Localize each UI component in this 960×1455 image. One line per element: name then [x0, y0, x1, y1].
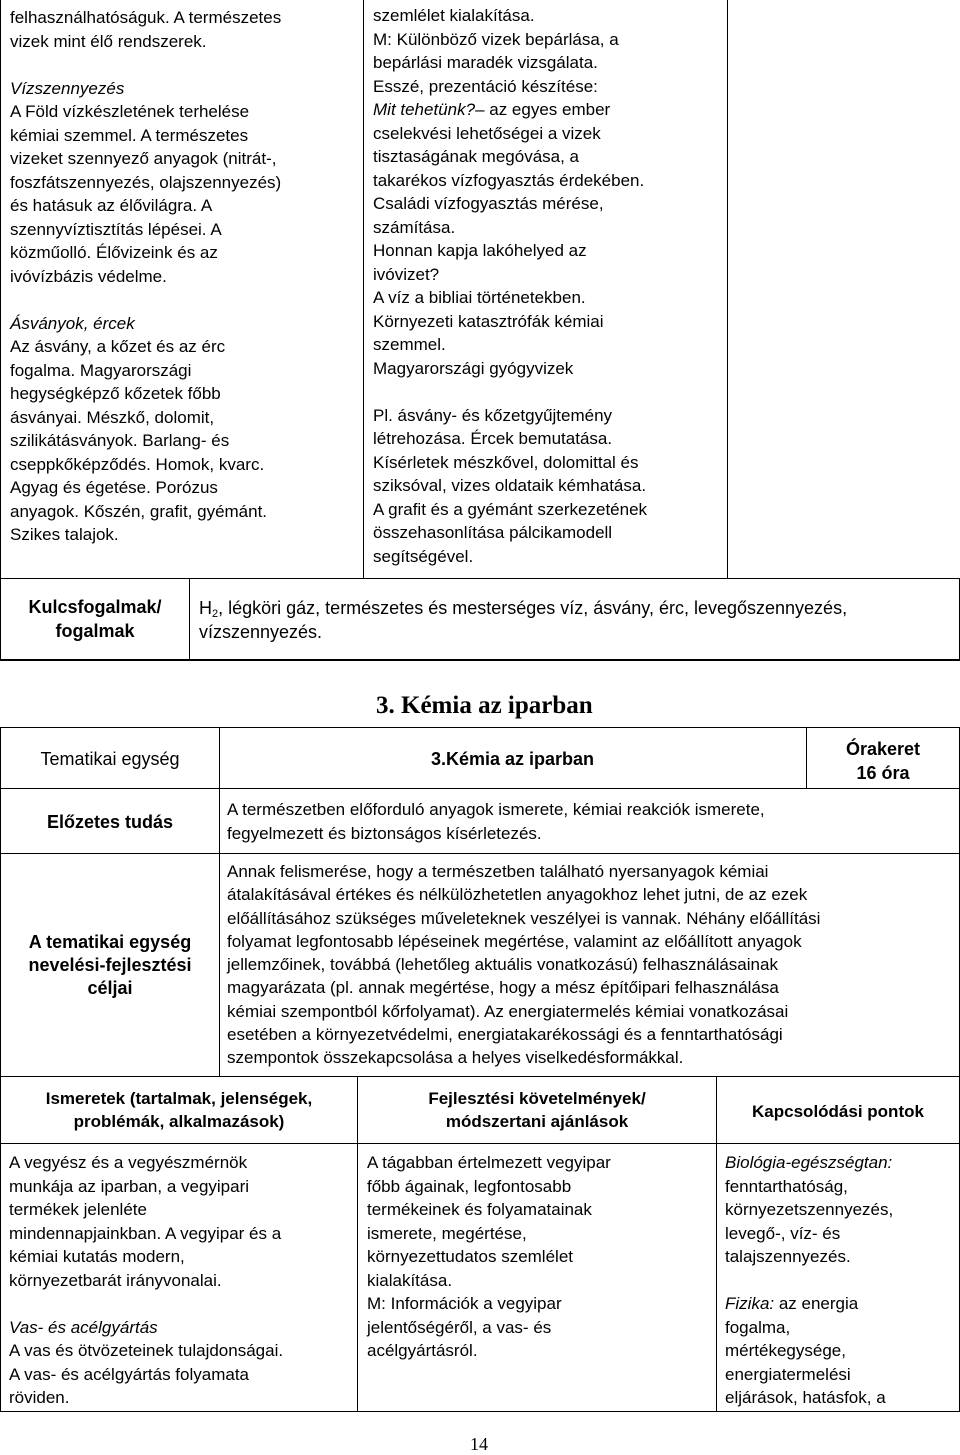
divider — [219, 728, 220, 1076]
kapcsolodasi-text — [725, 1151, 893, 1410]
ismeretek-text — [9, 1151, 283, 1410]
line: segítségével. — [373, 545, 727, 569]
line: A tágabban értelmezett vegyipar — [367, 1151, 611, 1175]
line: szempontok összekapcsolása a helyes viselkedésformákkal. — [227, 1046, 820, 1069]
line: ásványai. Mészkő, dolomit, — [10, 406, 363, 430]
line: röviden. — [9, 1386, 283, 1410]
fizika-text: az energia — [774, 1294, 858, 1313]
divider — [1, 853, 959, 854]
subheading-vizszennyezes: Vízszennyezés — [10, 77, 363, 101]
key-text-line — [199, 596, 847, 620]
line: talajszennyezés. — [725, 1245, 893, 1269]
line: A víz a bibliai történetekben. — [373, 286, 727, 310]
line: cseppkőképződés. Homok, kvarc. — [10, 453, 363, 477]
line: környezetszennyezés, — [725, 1198, 893, 1222]
essay-title: Mit tehetünk? — [373, 100, 475, 119]
divider — [189, 579, 190, 659]
line: A vegyész és a vegyészmérnök — [9, 1151, 283, 1175]
line: fenntarthatóság, — [725, 1175, 893, 1199]
key-text: , légköri gáz, természetes és mesterséges víz, ásvány, érc, levegőszennyezés, — [218, 598, 847, 618]
line: takarékos vízfogyasztás érdekében. — [373, 169, 727, 193]
line: Honnan kapja lakóhelyed az — [373, 239, 727, 263]
line: céljai — [1, 977, 219, 1000]
line: számítása. — [373, 216, 727, 240]
line — [373, 98, 727, 122]
line: összehasonlítása pálcikamodell — [373, 521, 727, 545]
connections-cell — [728, 0, 960, 579]
line: környezetbarát irányvonalai. — [9, 1269, 283, 1293]
line: nevelési-fejlesztési — [1, 954, 219, 977]
fejlesztesi-header — [358, 1087, 716, 1133]
line: ivóvizet? — [373, 263, 727, 287]
line: fegyelmezett és biztonságos kísérletezés. — [227, 822, 765, 846]
line: munkája az iparban, a vegyipari — [9, 1175, 283, 1199]
line: M: Különböző vizek bepárlása, a — [373, 28, 727, 52]
line: Szikes talajok. — [10, 523, 363, 547]
key-concepts-text — [199, 596, 847, 644]
line: Annak felismerése, hogy a természetben található nyersanyagok kémiai — [227, 860, 820, 883]
orakeret-label: Órakeret — [807, 737, 959, 761]
key-label-line: Kulcsfogalmak/ — [1, 596, 189, 620]
line — [9, 1292, 283, 1316]
h-symbol: H — [199, 598, 212, 618]
line: ismerete, megértése, — [367, 1222, 611, 1246]
line: Kísérletek mészkővel, dolomittal és — [373, 451, 727, 475]
line: előállításához szükséges műveleteknek veszélyei is vannak. Néhány előállítási — [227, 907, 820, 930]
line — [10, 53, 363, 77]
line: hegységképző kőzetek főbb — [10, 382, 363, 406]
line: vizek mint élő rendszerek. — [10, 30, 363, 54]
line: termékeinek és folyamatainak — [367, 1198, 611, 1222]
line: Környezeti katasztrófák kémiai — [373, 310, 727, 334]
divider — [1, 1143, 959, 1144]
tematikai-label: Tematikai egység — [1, 748, 219, 772]
subscript: 2 — [212, 608, 218, 620]
subheading-asvanyok: Ásványok, ércek — [10, 312, 363, 336]
line: főbb ágainak, legfontosabb — [367, 1175, 611, 1199]
subject-biologia: Biológia-egészségtan: — [725, 1151, 893, 1175]
line: mértékegysége, — [725, 1339, 893, 1363]
line: Fejlesztési követelmények/ — [358, 1087, 716, 1110]
line: problémák, alkalmazások) — [1, 1110, 357, 1133]
line: felhasználhatóságuk. A természetes — [10, 6, 363, 30]
tematikai-value: 3.Kémia az iparban — [219, 748, 806, 772]
line: szemlélet kialakítása. — [373, 4, 727, 28]
orakeret — [807, 737, 959, 785]
page-number: 14 — [470, 1434, 488, 1455]
line: környezettudatos szemlélet — [367, 1245, 611, 1269]
line: Esszé, prezentáció készítése: — [373, 75, 727, 99]
line: Pl. ásvány- és kőzetgyűjtemény — [373, 404, 727, 428]
key-concepts-row — [0, 578, 960, 660]
divider — [1, 1076, 959, 1077]
line: sziksóval, vizes oldataik kémhatása. — [373, 474, 727, 498]
line: A vas- és acélgyártás folyamata — [9, 1363, 283, 1387]
line: magyarázata (pl. annak megértése, hogy a mész építőipari felhasználása — [227, 976, 820, 999]
line: anyagok. Kőszén, grafit, gyémánt. — [10, 500, 363, 524]
celok-label — [1, 931, 219, 1000]
line: ivóvízbázis védelme. — [10, 265, 363, 289]
fejlesztesi-text — [367, 1151, 611, 1363]
line: mindennapjainkban. A vegyipar és a — [9, 1222, 283, 1246]
bottom-table — [0, 727, 960, 1412]
line: bepárlási maradék vizsgálata. — [373, 51, 727, 75]
subheading-vas-acel: Vas- és acélgyártás — [9, 1316, 283, 1340]
line: Magyarországi gyógyvizek — [373, 357, 727, 381]
line: kialakítása. — [367, 1269, 611, 1293]
key-concepts-label — [1, 596, 189, 643]
elozetes-label: Előzetes tudás — [1, 811, 219, 835]
line: átalakításával értékes és nélkülözhetetlen anyagokhoz lehet jutni, de az ezek — [227, 883, 820, 906]
line: levegő-, víz- és — [725, 1222, 893, 1246]
line: szilikátásványok. Barlang- és — [10, 429, 363, 453]
divider — [716, 1076, 717, 1411]
kapcsolodasi-header: Kapcsolódási pontok — [717, 1100, 959, 1124]
line: A grafit és a gyémánt szerkezetének — [373, 498, 727, 522]
line: vizeket szennyező anyagok (nitrát-, — [10, 147, 363, 171]
key-label-line: fogalmak — [1, 620, 189, 644]
line: szennyvíztisztítás lépései. A — [10, 218, 363, 242]
line: Családi vízfogyasztás mérése, — [373, 192, 727, 216]
line: Agyag és égetése. Porózus — [10, 476, 363, 500]
line: termékek jelenléte — [9, 1198, 283, 1222]
line — [373, 380, 727, 404]
line: fogalma, — [725, 1316, 893, 1340]
essay-desc: – az egyes ember — [475, 100, 610, 119]
line: esetében a környezetvédelmi, energiatakarékossági és a fenntarthatósági — [227, 1023, 820, 1046]
content-text — [1, 0, 363, 547]
line — [10, 288, 363, 312]
section-heading: 3. Kémia az iparban — [376, 692, 593, 720]
line — [725, 1269, 893, 1293]
line: A természetben előforduló anyagok ismerete, kémiai reakciók ismerete, — [227, 798, 765, 822]
line: kémiai szemmel. A természetes — [10, 124, 363, 148]
ismeretek-header — [1, 1087, 357, 1133]
line: Ismeretek (tartalmak, jelenségek, — [1, 1087, 357, 1110]
line: energiatermelési — [725, 1363, 893, 1387]
line: jellemzőinek, továbbá (lehetőleg aktuális vonatkozású) felhasználásainak — [227, 953, 820, 976]
line: jelentőségéről, a vas- és — [367, 1316, 611, 1340]
celok-text — [227, 860, 820, 1070]
requirements-text — [364, 0, 727, 568]
line: módszertani ajánlások — [358, 1110, 716, 1133]
line: foszfátszennyezés, olajszennyezés) — [10, 171, 363, 195]
top-table — [0, 0, 960, 661]
subject-fizika: Fizika: — [725, 1294, 774, 1313]
line: A Föld vízkészletének terhelése — [10, 100, 363, 124]
line: szemmel. — [373, 333, 727, 357]
line — [725, 1292, 893, 1316]
line: létrehozása. Ércek bemutatása. — [373, 427, 727, 451]
line: Az ásvány, a kőzet és az érc — [10, 335, 363, 359]
line: acélgyártásról. — [367, 1339, 611, 1363]
line: kémiai kutatás modern, — [9, 1245, 283, 1269]
line: A vas és ötvözeteinek tulajdonságai. — [9, 1339, 283, 1363]
line: A tematikai egység — [1, 931, 219, 954]
line: kémiai szempontból kőrfolyamat). Az energiatermelés kémiai vonatkozásai — [227, 1000, 820, 1023]
line: M: Információk a vegyipar — [367, 1292, 611, 1316]
requirements-cell — [364, 0, 728, 579]
content-cell — [1, 0, 364, 579]
line: és hatásuk az élővilágra. A — [10, 194, 363, 218]
line: fogalma. Magyarországi — [10, 359, 363, 383]
key-text-line: vízszennyezés. — [199, 620, 847, 644]
elozetes-text — [227, 798, 765, 845]
line: eljárások, hatásfok, a — [725, 1386, 893, 1410]
divider — [1, 788, 959, 789]
line: folyamat legfontosabb lépéseinek megértése, valamint az előállított anyagok — [227, 930, 820, 953]
line: tisztaságának megóvása, a — [373, 145, 727, 169]
line: cselekvési lehetőségei a vizek — [373, 122, 727, 146]
line: közműolló. Élővizeink és az — [10, 241, 363, 265]
orakeret-value: 16 óra — [807, 761, 959, 785]
